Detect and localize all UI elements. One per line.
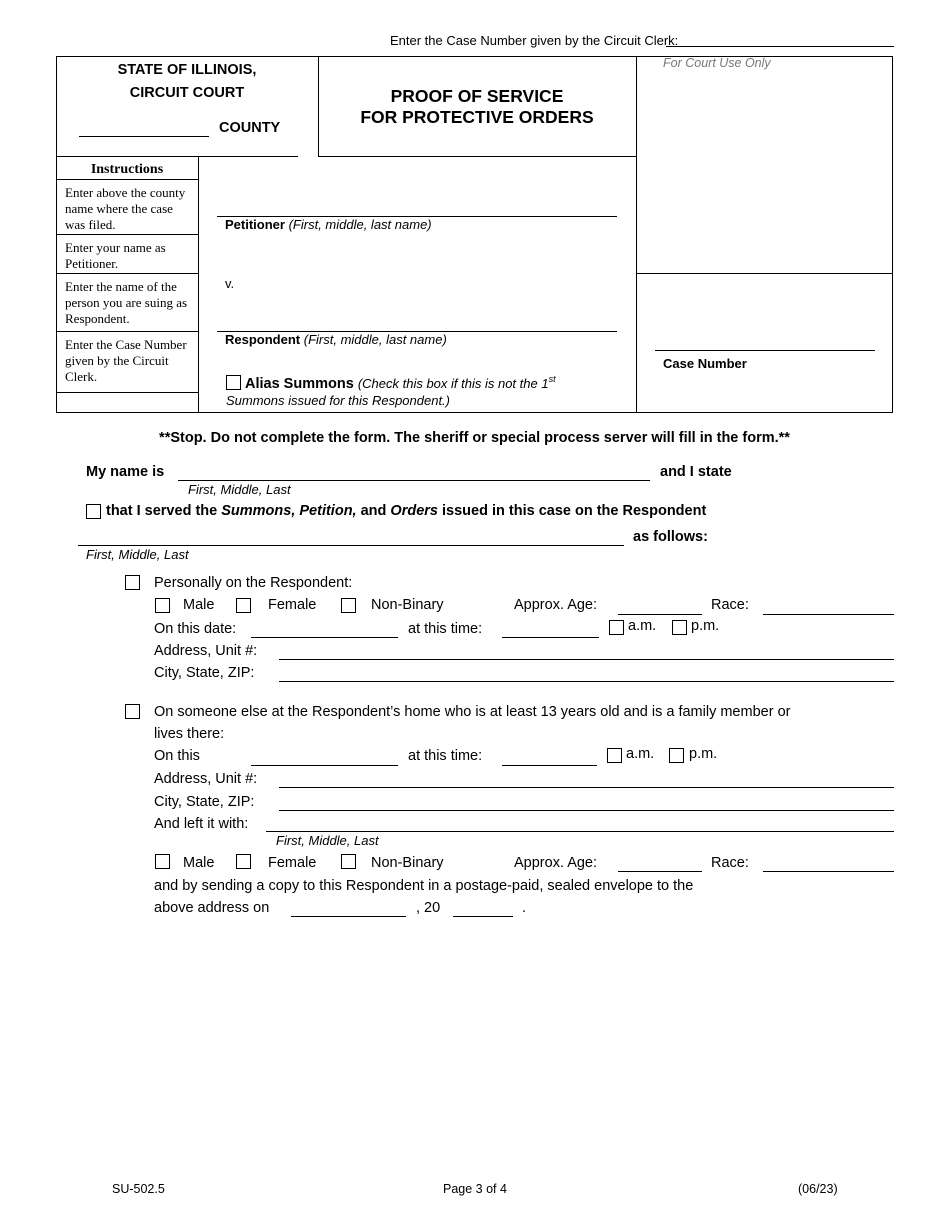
substitute-service-label-2: lives there:	[154, 726, 225, 742]
respondent-label: Respondent	[225, 332, 301, 347]
substitute-nonbinary-label: Non-Binary	[371, 855, 444, 871]
petitioner-label-row	[225, 217, 432, 232]
form-date: (06/23)	[798, 1182, 838, 1196]
personal-nonbinary-label: Non-Binary	[371, 597, 444, 613]
substitute-pm-label: p.m.	[689, 746, 718, 762]
respondent-label-row	[225, 332, 447, 347]
alias-row	[245, 374, 556, 392]
mail-period: .	[522, 900, 527, 916]
circuit-court: CIRCUIT COURT	[129, 85, 245, 101]
substitute-female-checkbox[interactable]	[236, 854, 251, 869]
served-statement	[106, 503, 706, 519]
personal-pm-checkbox[interactable]	[672, 620, 687, 635]
and-i-state: and I state	[660, 464, 732, 480]
mail-year-field[interactable]	[453, 916, 513, 917]
respondent-hint: (First, middle, last name)	[303, 332, 447, 347]
county-field[interactable]	[79, 136, 209, 137]
server-name-hint: First, Middle, Last	[188, 482, 291, 497]
mail-date-field[interactable]	[291, 916, 406, 917]
alias-label: Alias Summons	[245, 375, 354, 392]
form-title-line2: FOR PROTECTIVE ORDERS	[360, 107, 594, 127]
substitute-time-label: at this time:	[408, 748, 483, 764]
substitute-age-field[interactable]	[618, 871, 702, 872]
alias-hint-line2: Summons issued for this Respondent.)	[226, 393, 450, 408]
substitute-date-label: On this	[154, 748, 200, 764]
substitute-age-label: Approx. Age:	[514, 855, 598, 871]
substitute-am-label: a.m.	[626, 746, 655, 762]
form-id: SU-502.5	[112, 1182, 165, 1196]
served-orders: Orders	[390, 503, 438, 519]
personal-race-label: Race:	[711, 597, 749, 613]
left-with-hint: First, Middle, Last	[276, 833, 379, 848]
personal-time-field[interactable]	[502, 637, 599, 638]
served-summons: Summons, Petition,	[221, 503, 357, 519]
personal-male-checkbox[interactable]	[155, 598, 170, 613]
substitute-nonbinary-checkbox[interactable]	[341, 854, 356, 869]
substitute-service-label: On someone else at the Respondent’s home who is at least 13 years old and is a family member or	[154, 704, 791, 720]
personal-age-label: Approx. Age:	[514, 597, 598, 613]
served-text-a: that I served the	[106, 503, 218, 519]
instruction-item: Enter the name of the person you are suing as Respondent.	[65, 279, 188, 326]
case-number-prompt: Enter the Case Number given by the Circuit Clerk:	[390, 33, 679, 48]
personal-date-field[interactable]	[251, 637, 398, 638]
personal-female-label: Female	[268, 597, 317, 613]
personal-race-field[interactable]	[763, 614, 894, 615]
personal-address-field[interactable]	[279, 659, 894, 660]
server-name-field[interactable]	[178, 480, 650, 481]
substitute-time-field[interactable]	[502, 765, 597, 766]
personal-male-label: Male	[183, 597, 215, 613]
substitute-service-checkbox[interactable]	[125, 704, 140, 719]
mail-year-prefix: , 20	[416, 900, 441, 916]
personal-city-field[interactable]	[279, 681, 894, 682]
form-title-line1: PROOF OF SERVICE	[390, 86, 564, 106]
personal-service-label: Personally on the Respondent:	[154, 575, 353, 591]
instruction-item: Enter your name as Petitioner.	[65, 240, 166, 271]
left-with-label: And left it with:	[154, 816, 249, 832]
personal-am-label: a.m.	[628, 618, 657, 634]
served-text-b: issued in this case on the Respondent	[442, 503, 707, 519]
substitute-male-checkbox[interactable]	[155, 854, 170, 869]
court-use-label: For Court Use Only	[663, 56, 771, 70]
respondent-name-field[interactable]	[78, 545, 624, 546]
substitute-city-label: City, State, ZIP:	[154, 794, 255, 810]
mail-address-label: above address on	[154, 900, 270, 916]
substitute-date-field[interactable]	[251, 765, 398, 766]
substitute-female-label: Female	[268, 855, 317, 871]
substitute-pm-checkbox[interactable]	[669, 748, 684, 763]
personal-city-label: City, State, ZIP:	[154, 665, 255, 681]
substitute-address-field[interactable]	[279, 787, 894, 788]
instruction-item: Enter above the county name where the case was filed.	[65, 185, 186, 232]
instructions-heading: Instructions	[90, 162, 164, 177]
alias-hint-sup: st	[548, 374, 556, 384]
personal-service-checkbox[interactable]	[125, 575, 140, 590]
served-checkbox[interactable]	[86, 504, 101, 519]
substitute-city-field[interactable]	[279, 810, 894, 811]
personal-date-label: On this date:	[154, 621, 237, 637]
mail-text: and by sending a copy to this Respondent in a postage-paid, sealed envelope to the	[154, 878, 694, 894]
county-label: COUNTY	[219, 120, 281, 136]
left-with-field[interactable]	[266, 831, 894, 832]
alias-hint: (Check this box if this is not the 1	[357, 375, 549, 391]
personal-pm-label: p.m.	[691, 618, 720, 634]
personal-am-checkbox[interactable]	[609, 620, 624, 635]
personal-time-label: at this time:	[408, 621, 483, 637]
personal-age-field[interactable]	[618, 614, 702, 615]
header-case-number-field[interactable]	[666, 46, 894, 47]
substitute-male-label: Male	[183, 855, 215, 871]
state-name: STATE OF ILLINOIS,	[117, 62, 257, 78]
alias-summons-checkbox[interactable]	[226, 375, 241, 390]
personal-female-checkbox[interactable]	[236, 598, 251, 613]
case-number-label: Case Number	[663, 356, 747, 371]
personal-address-label: Address, Unit #:	[154, 643, 258, 659]
personal-nonbinary-checkbox[interactable]	[341, 598, 356, 613]
respondent-name-hint: First, Middle, Last	[86, 547, 189, 562]
substitute-race-label: Race:	[711, 855, 749, 871]
page-number: Page 3 of 4	[443, 1182, 507, 1196]
substitute-am-checkbox[interactable]	[607, 748, 622, 763]
my-name-label: My name is	[86, 464, 165, 480]
stop-notice: **Stop. Do not complete the form. The sheriff or special process server will fill in the form.**	[159, 430, 790, 446]
substitute-address-label: Address, Unit #:	[154, 771, 258, 787]
petitioner-hint: (First, middle, last name)	[288, 217, 432, 232]
served-and: and	[360, 503, 387, 519]
petitioner-label: Petitioner	[225, 217, 285, 232]
case-number-field[interactable]	[655, 350, 875, 351]
substitute-race-field[interactable]	[763, 871, 894, 872]
instruction-item: Enter the Case Number given by the Circuit Clerk.	[65, 337, 187, 384]
versus: v.	[225, 276, 235, 291]
as-follows: as follows:	[633, 529, 708, 545]
